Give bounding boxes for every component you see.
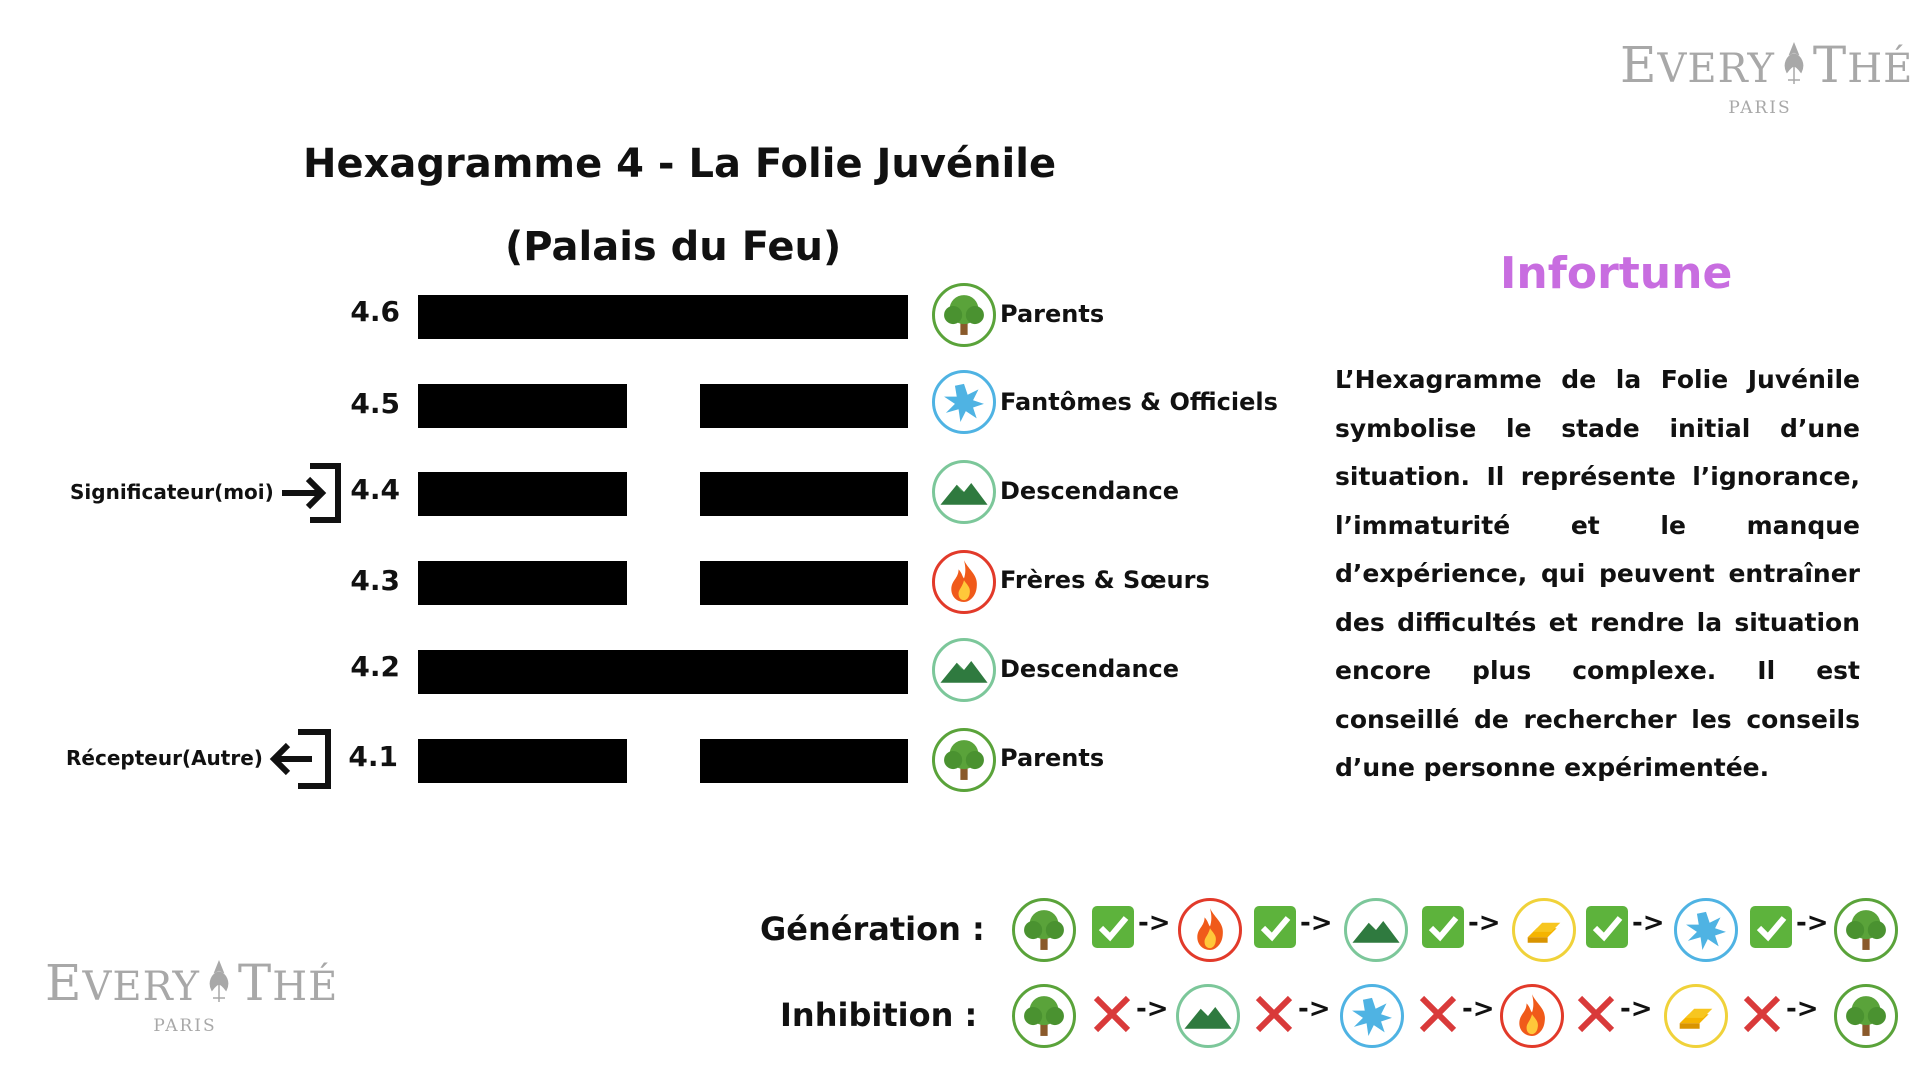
- hexagram-description: L’Hexagramme de la Folie Juvénile symbolise le stade initial d’une situation. Il représente l’ignorance, l’immaturité et le manque d’expérience, qui peuvent entraîner des difficultés et rendre la situation encore plus complexe. Il est conseillé de rechercher les conseils d’une personne expérimentée.: [1335, 365, 1860, 782]
- water-splash-icon: [1674, 898, 1738, 962]
- brand-city: PARIS: [1728, 98, 1792, 118]
- receptor-label: Récepteur(Autre): [66, 746, 263, 770]
- brand-city: PARIS: [153, 1016, 217, 1036]
- cross-icon: [1574, 992, 1618, 1036]
- relation-label: Descendance: [1000, 477, 1180, 505]
- relation-label: Parents: [1000, 300, 1105, 328]
- arrow-connector: ->: [1796, 908, 1829, 938]
- line-label: 4.4: [350, 473, 400, 506]
- water-splash-icon: [932, 370, 996, 434]
- yin-bar-left: [418, 472, 627, 516]
- line-label: 4.5: [350, 387, 400, 420]
- yin-bar-left: [418, 384, 627, 428]
- tree-icon: [1012, 984, 1076, 1048]
- arrow-connector: ->: [1620, 994, 1653, 1024]
- generation-label: Génération :: [760, 910, 985, 948]
- gold-bars-icon: [1664, 984, 1728, 1048]
- line-label: 4.1: [348, 740, 398, 773]
- relation-label: Frères & Sœurs: [1000, 566, 1210, 594]
- arrow-connector: ->: [1136, 994, 1169, 1024]
- water-splash-icon: [1340, 984, 1404, 1048]
- mountain-icon: [1344, 898, 1408, 962]
- check-icon: [1750, 906, 1792, 948]
- check-icon: [1092, 906, 1134, 948]
- cross-icon: [1740, 992, 1784, 1036]
- relation-label: Descendance: [1000, 655, 1180, 683]
- arrow-connector: ->: [1786, 994, 1819, 1024]
- line-label: 4.3: [350, 564, 400, 597]
- mountain-icon: [932, 638, 996, 702]
- cross-icon: [1416, 992, 1460, 1036]
- brand-logo-bottom: [45, 954, 339, 1036]
- fire-icon: [1178, 898, 1242, 962]
- check-icon: [1422, 906, 1464, 948]
- arrow-connector: ->: [1300, 908, 1333, 938]
- cross-icon: [1252, 992, 1296, 1036]
- brand-logo-top: [1620, 36, 1914, 118]
- tree-icon: [1012, 898, 1076, 962]
- yang-bar: [418, 295, 908, 339]
- fire-icon: [932, 550, 996, 614]
- fortune-label: Infortune: [1500, 248, 1733, 299]
- yin-bar-right: [700, 384, 908, 428]
- arrow-connector: ->: [1298, 994, 1331, 1024]
- fleur-ornament-icon: [1777, 42, 1811, 86]
- enter-arrow-icon: [278, 462, 344, 524]
- check-icon: [1254, 906, 1296, 948]
- tree-icon: [932, 728, 996, 792]
- yin-bar-right: [700, 739, 908, 783]
- palace-subtitle: (Palais du Feu): [505, 224, 842, 270]
- line-label: 4.6: [350, 295, 400, 328]
- yin-bar-right: [700, 561, 908, 605]
- mountain-icon: [1176, 984, 1240, 1048]
- arrow-connector: ->: [1138, 908, 1171, 938]
- gold-bars-icon: [1512, 898, 1576, 962]
- relation-label: Parents: [1000, 744, 1105, 772]
- arrow-connector: ->: [1462, 994, 1495, 1024]
- tree-icon: [932, 283, 996, 347]
- yin-bar-left: [418, 739, 627, 783]
- tree-icon: [1834, 898, 1898, 962]
- arrow-connector: ->: [1632, 908, 1665, 938]
- yin-bar-left: [418, 561, 627, 605]
- yin-bar-right: [700, 472, 908, 516]
- exit-arrow-icon: [268, 728, 334, 790]
- mountain-icon: [932, 460, 996, 524]
- fire-icon: [1500, 984, 1564, 1048]
- hexagram-title: Hexagramme 4 - La Folie Juvénile: [303, 141, 1057, 187]
- arrow-connector: ->: [1468, 908, 1501, 938]
- line-label: 4.2: [350, 650, 400, 683]
- inhibition-label: Inhibition :: [780, 996, 978, 1034]
- fleur-ornament-icon: [202, 960, 236, 1004]
- check-icon: [1586, 906, 1628, 948]
- significator-label: Significateur(moi): [70, 480, 274, 504]
- cross-icon: [1090, 992, 1134, 1036]
- brand-wordmark: EVERY THÉ: [45, 954, 339, 1012]
- tree-icon: [1834, 984, 1898, 1048]
- brand-wordmark: EVERY THÉ: [1620, 36, 1914, 94]
- relation-label: Fantômes & Officiels: [1000, 388, 1278, 416]
- yang-bar: [418, 650, 908, 694]
